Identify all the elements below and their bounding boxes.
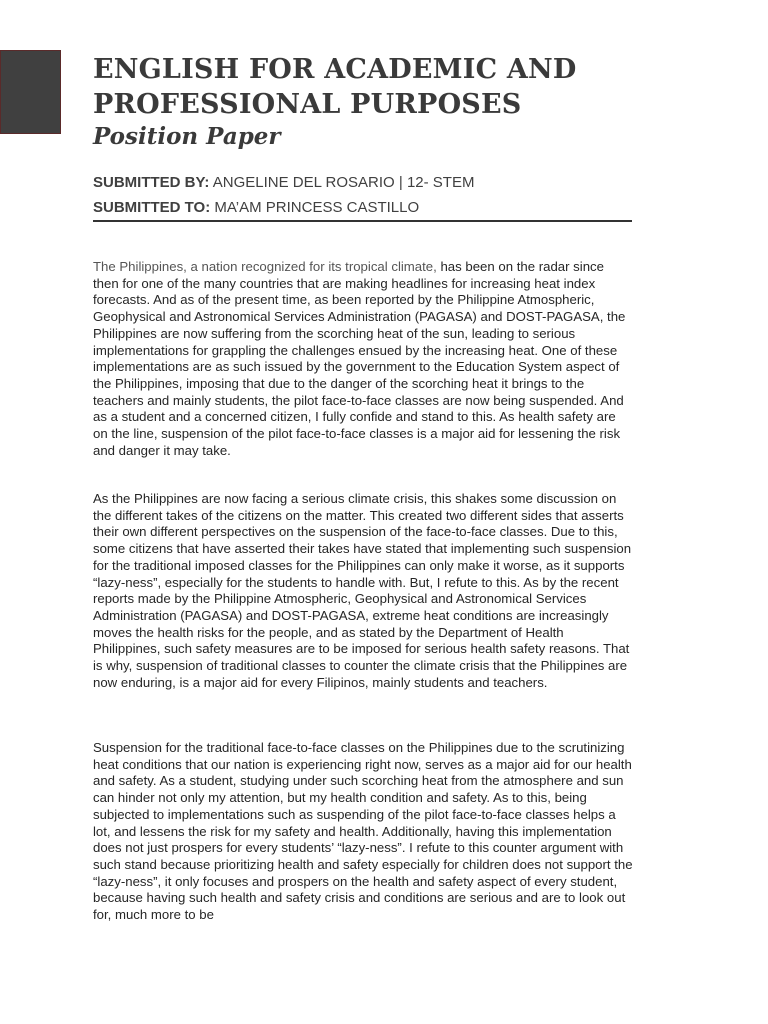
- submitted-to-label: SUBMITTED TO:: [93, 199, 211, 216]
- document-title: [93, 52, 693, 122]
- body-paragraph-2: [93, 491, 633, 691]
- paragraph-3-text: Suspension for the traditional face-to-face classes on the Philippines due to the scrutinizing heat conditions that our nation is experiencing right now, serves as a major aid for our health and safety. As a student, studying under such scorching heat from the atmosphere and sun can hinder not only my attention, but my health condition and safety. As to this, being subjected to implementations such as suspending of the pilot face-to-face classes helps a lot, and lessens the risk for my safety and health. Additionally, having this implementation does not just prospers for every students’ “lazy-ness”. I refute to this counter argument with such stand because prioritizing health and safety especially for children does not support the “lazy-ness”, it only focuses and prospers on the health and safety aspect of every student, because having such health and safety crisis and conditions are serious and are to look out for, much more to be: [93, 740, 633, 923]
- body-paragraph-3: [93, 740, 633, 924]
- header-divider: [93, 220, 632, 222]
- paragraph-1-text: has been on the radar since then for one of the many countries that are making headlines for increasing heat index forecasts. And as of the present time, as been reported by the Philippine Atmospheric, Geophysical and Astronomical Services Administration (PAGASA) and DOST-PAGASA, the Philippines are now suffering from the scorching heat of the sun, leading to serious implementations for grappling the challenges ensued by the increasing heat. One of these implementations are as such issued by the government to the Education System aspect of the Philippines, imposing that due to the danger of the scorching heat it brings to the teachers and mainly students, the pilot face-to-face classes are now being suspended. And as a student and a concerned citizen, I fully confide and stand to this. As health safety are on the line, suspension of the pilot face-to-face classes is a major aid for lessening the risk and danger it may take.: [93, 259, 626, 458]
- submitted-to-value: MA’AM PRINCESS CASTILLO: [210, 199, 420, 216]
- submitted-by-line: [93, 173, 474, 193]
- submitted-to-line: [93, 198, 419, 218]
- title-line-2: PROFESSIONAL PURPOSES: [93, 89, 522, 120]
- paragraph-2-text: As the Philippines are now facing a serious climate crisis, this shakes some discussion on the different takes of the citizens on the matter. This created two different sides that asserts their own different perspectives on the suspension of the face-to-face classes. Due to this, some citizens that have asserted their takes have stated that implementing such suspension for the traditional imposed classes for the Philippines can only make it worse, as it supports “lazy-ness”, especially for the students to handle with. But, I refute to this. As by the recent reports made by the Philippine Atmospheric, Geophysical and Astronomical Services Administration (PAGASA) and DOST-PAGASA, extreme heat conditions are increasingly moves the health risks for the people, and as stated by the Department of Health Philippines, such safety measures are to be imposed for serious health safety reasons. That is why, suspension of traditional classes to counter the climate crisis that the Philippines are now enduring, is a major aid for every Filipinos, mainly students and teachers.: [93, 491, 632, 690]
- paragraph-1-lead: The Philippines, a nation recognized for its tropical climate,: [93, 259, 437, 274]
- body-paragraph-1: [93, 259, 633, 459]
- document-subtitle: Position Paper: [93, 123, 281, 150]
- decorative-corner-block: [0, 50, 61, 134]
- title-line-1: ENGLISH FOR ACADEMIC AND: [93, 54, 577, 85]
- submitted-by-label: SUBMITTED BY:: [93, 174, 210, 191]
- submitted-by-value: ANGELINE DEL ROSARIO | 12- STEM: [209, 174, 475, 191]
